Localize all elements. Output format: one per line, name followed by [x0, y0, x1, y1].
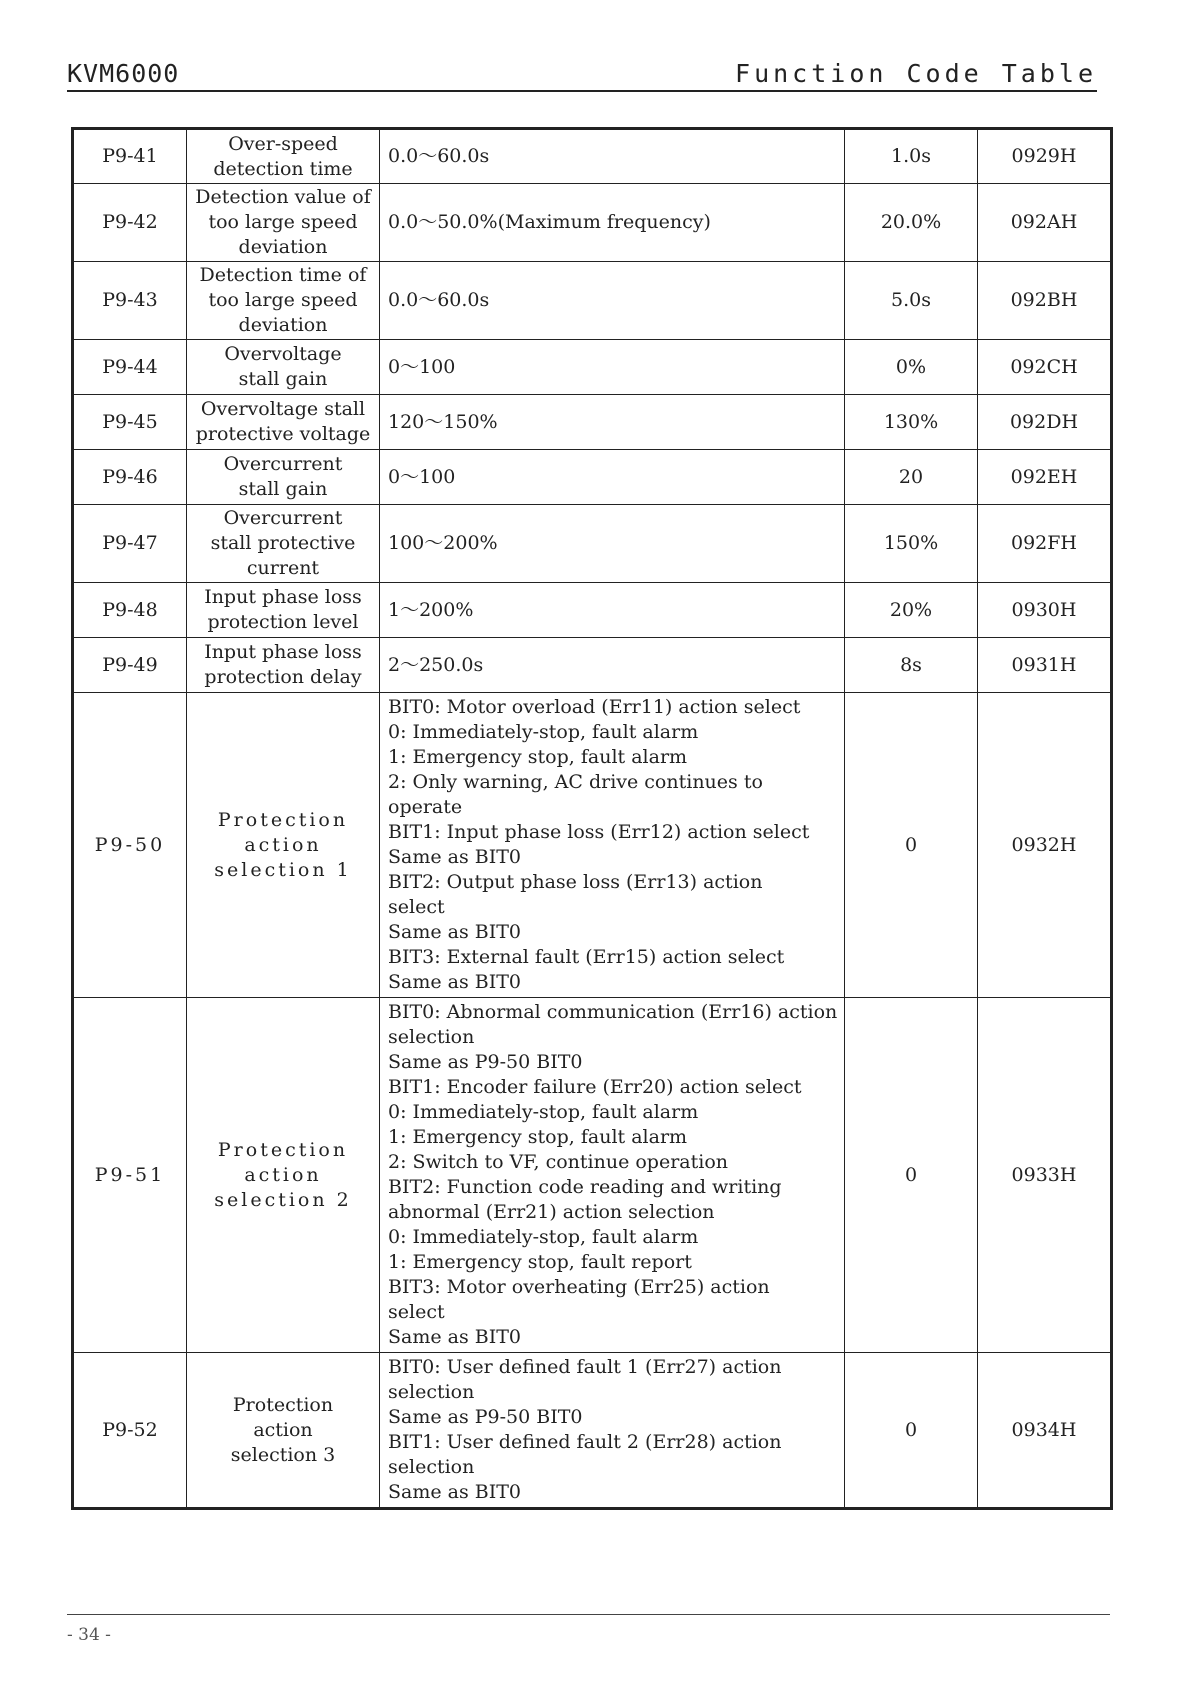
parameter-name-line: Protection — [217, 808, 349, 831]
parameter-name-line: too large speed — [208, 289, 358, 311]
parameter-name-cell — [187, 693, 380, 998]
setting-range-cell — [380, 505, 845, 583]
setting-range-cell — [380, 129, 845, 184]
setting-range-line: BIT2: Function code reading and writing — [388, 1176, 782, 1198]
parameter-name-cell — [187, 505, 380, 583]
parameter-name-cell — [187, 450, 380, 505]
address-cell: 0933H — [978, 998, 1112, 1353]
parameter-name-line: action — [244, 833, 322, 856]
function-code-table — [71, 127, 1113, 1510]
setting-range-line: selection — [388, 1381, 475, 1403]
setting-range-line: BIT2: Output phase loss (Err13) action — [388, 871, 763, 893]
function-code-cell: P9-51 — [73, 998, 187, 1353]
setting-range-line: 0～100 — [388, 355, 456, 378]
parameter-name-line: Overvoltage — [224, 343, 342, 365]
setting-range-line: Same as BIT0 — [388, 1481, 521, 1503]
address-cell: 092FH — [978, 505, 1112, 583]
table-row — [73, 129, 1112, 184]
table-row — [73, 395, 1112, 450]
table-row — [73, 505, 1112, 583]
setting-range-cell — [380, 693, 845, 998]
parameter-name-line: Over-speed — [228, 132, 338, 155]
parameter-name-line: protection delay — [204, 666, 362, 688]
parameter-name-line: selection 2 — [214, 1188, 352, 1211]
setting-range-line: Same as BIT0 — [388, 921, 521, 943]
setting-range-cell — [380, 998, 845, 1353]
setting-range-line: 1: Emergency stop, fault report — [388, 1251, 692, 1273]
setting-range-line: 2～250.0s — [388, 653, 484, 676]
function-code-cell: P9-41 — [73, 129, 187, 184]
setting-range-cell — [380, 262, 845, 340]
parameter-name-cell — [187, 340, 380, 395]
table-row — [73, 998, 1112, 1353]
setting-range-line: selection — [388, 1026, 475, 1048]
parameter-name-line: Overvoltage stall — [200, 398, 366, 420]
parameter-name-line: selection 1 — [214, 858, 352, 881]
setting-range-line: 0: Immediately-stop, fault alarm — [388, 721, 699, 743]
function-code-cell: P9-43 — [73, 262, 187, 340]
setting-range-line: 0: Immediately-stop, fault alarm — [388, 1101, 699, 1123]
default-value-cell: 0 — [845, 998, 978, 1353]
default-value-cell: 5.0s — [845, 262, 978, 340]
default-value-cell: 150% — [845, 505, 978, 583]
parameter-name-line: selection 3 — [230, 1443, 336, 1466]
function-code-cell: P9-52 — [73, 1353, 187, 1509]
address-cell: 092DH — [978, 395, 1112, 450]
setting-range-line: BIT0: Abnormal communication (Err16) action — [388, 1001, 838, 1023]
setting-range-line: BIT0: User defined fault 1 (Err27) action — [388, 1356, 782, 1378]
parameter-name-line: Input phase loss — [204, 586, 362, 608]
page-number: - 34 - — [67, 1625, 111, 1645]
parameter-name-line: protection level — [207, 611, 359, 633]
parameter-name-line: stall gain — [238, 478, 328, 500]
setting-range-cell — [380, 395, 845, 450]
setting-range-line: BIT0: Motor overload (Err11) action select — [388, 696, 801, 718]
setting-range-line: 0～100 — [388, 465, 456, 488]
setting-range-line: 1: Emergency stop, fault alarm — [388, 1126, 688, 1148]
parameter-name-line: Protection — [232, 1393, 334, 1416]
setting-range-line: BIT3: External fault (Err15) action select — [388, 946, 785, 968]
default-value-cell: 1.0s — [845, 129, 978, 184]
parameter-name-cell — [187, 583, 380, 638]
setting-range-line: select — [388, 896, 445, 918]
setting-range-line: BIT3: Motor overheating (Err25) action — [388, 1276, 770, 1298]
function-code-cell: P9-48 — [73, 583, 187, 638]
setting-range-line: abnormal (Err21) action selection — [388, 1201, 715, 1223]
setting-range-line: 0.0～60.0s — [388, 289, 490, 311]
setting-range-line: 1～200% — [388, 598, 474, 621]
setting-range-line: BIT1: Encoder failure (Err20) action select — [388, 1076, 802, 1098]
address-cell: 092BH — [978, 262, 1112, 340]
address-cell: 092EH — [978, 450, 1112, 505]
parameter-name-line: Protection — [217, 1138, 349, 1161]
setting-range-line: 2: Switch to VF, continue operation — [388, 1151, 729, 1173]
parameter-name-cell — [187, 998, 380, 1353]
setting-range-cell — [380, 583, 845, 638]
setting-range-line: 0.0～60.0s — [388, 145, 490, 167]
default-value-cell: 0 — [845, 693, 978, 998]
setting-range-line: Same as BIT0 — [388, 971, 521, 993]
default-value-cell: 8s — [845, 638, 978, 693]
function-code-cell: P9-47 — [73, 505, 187, 583]
parameter-name-line: deviation — [238, 314, 328, 336]
parameter-name-line: Overcurrent — [223, 507, 343, 529]
parameter-name-cell — [187, 184, 380, 262]
table-row — [73, 638, 1112, 693]
default-value-cell: 20 — [845, 450, 978, 505]
parameter-name-line: Overcurrent — [223, 453, 343, 475]
setting-range-line: Same as P9-50 BIT0 — [388, 1406, 583, 1428]
setting-range-line: Same as BIT0 — [388, 1326, 521, 1348]
address-cell: 0931H — [978, 638, 1112, 693]
parameter-name-line: action — [253, 1418, 313, 1441]
function-code-cell: P9-50 — [73, 693, 187, 998]
function-code-cell: P9-49 — [73, 638, 187, 693]
product-name: KVM6000 — [67, 59, 180, 88]
parameter-name-line: current — [246, 557, 320, 579]
setting-range-cell — [380, 1353, 845, 1509]
setting-range-line: 2: Only warning, AC drive continues to — [388, 771, 763, 793]
parameter-name-cell — [187, 262, 380, 340]
setting-range-cell — [380, 184, 845, 262]
table-row — [73, 1353, 1112, 1509]
parameter-name-line: protective voltage — [195, 423, 371, 445]
table-row — [73, 583, 1112, 638]
page-footer — [67, 1614, 1110, 1645]
address-cell: 092CH — [978, 340, 1112, 395]
table-row — [73, 450, 1112, 505]
function-code-cell: P9-42 — [73, 184, 187, 262]
setting-range-line: Same as BIT0 — [388, 846, 521, 868]
address-cell: 092AH — [978, 184, 1112, 262]
setting-range-line: 100～200% — [388, 532, 498, 554]
setting-range-cell — [380, 450, 845, 505]
setting-range-line: 120～150% — [388, 410, 498, 433]
function-code-cell: P9-46 — [73, 450, 187, 505]
default-value-cell: 130% — [845, 395, 978, 450]
table-row — [73, 340, 1112, 395]
parameter-name-line: stall protective — [210, 532, 356, 554]
parameter-name-line: deviation — [238, 236, 328, 258]
page-header — [67, 58, 1097, 92]
setting-range-line: selection — [388, 1456, 475, 1478]
parameter-name-cell — [187, 1353, 380, 1509]
table-body — [73, 129, 1112, 1509]
parameter-name-line: too large speed — [208, 211, 358, 233]
default-value-cell: 0% — [845, 340, 978, 395]
table-row — [73, 184, 1112, 262]
setting-range-line: 1: Emergency stop, fault alarm — [388, 746, 688, 768]
table-row — [73, 693, 1112, 998]
setting-range-line: BIT1: User defined fault 2 (Err28) action — [388, 1431, 782, 1453]
parameter-name-line: stall gain — [238, 368, 328, 390]
address-cell: 0934H — [978, 1353, 1112, 1509]
parameter-name-line: action — [244, 1163, 322, 1186]
setting-range-cell — [380, 638, 845, 693]
function-code-cell: P9-45 — [73, 395, 187, 450]
default-value-cell: 20% — [845, 583, 978, 638]
parameter-name-line: Input phase loss — [204, 641, 362, 663]
parameter-name-line: detection time — [213, 157, 353, 180]
table-row — [73, 262, 1112, 340]
parameter-name-cell — [187, 395, 380, 450]
address-cell: 0932H — [978, 693, 1112, 998]
setting-range-line: BIT1: Input phase loss (Err12) action select — [388, 821, 810, 843]
default-value-cell: 0 — [845, 1353, 978, 1509]
section-title: Function Code Table — [735, 59, 1097, 88]
setting-range-line: 0.0～50.0%(Maximum frequency) — [388, 211, 711, 233]
default-value-cell: 20.0% — [845, 184, 978, 262]
address-cell: 0929H — [978, 129, 1112, 184]
parameter-name-cell — [187, 129, 380, 184]
parameter-name-line: Detection value of — [195, 186, 371, 208]
setting-range-cell — [380, 340, 845, 395]
function-code-cell: P9-44 — [73, 340, 187, 395]
setting-range-line: operate — [388, 796, 463, 818]
address-cell: 0930H — [978, 583, 1112, 638]
parameter-name-cell — [187, 638, 380, 693]
setting-range-line: Same as P9-50 BIT0 — [388, 1051, 583, 1073]
setting-range-line: select — [388, 1301, 445, 1323]
parameter-name-line: Detection time of — [199, 264, 367, 286]
setting-range-line: 0: Immediately-stop, fault alarm — [388, 1226, 699, 1248]
